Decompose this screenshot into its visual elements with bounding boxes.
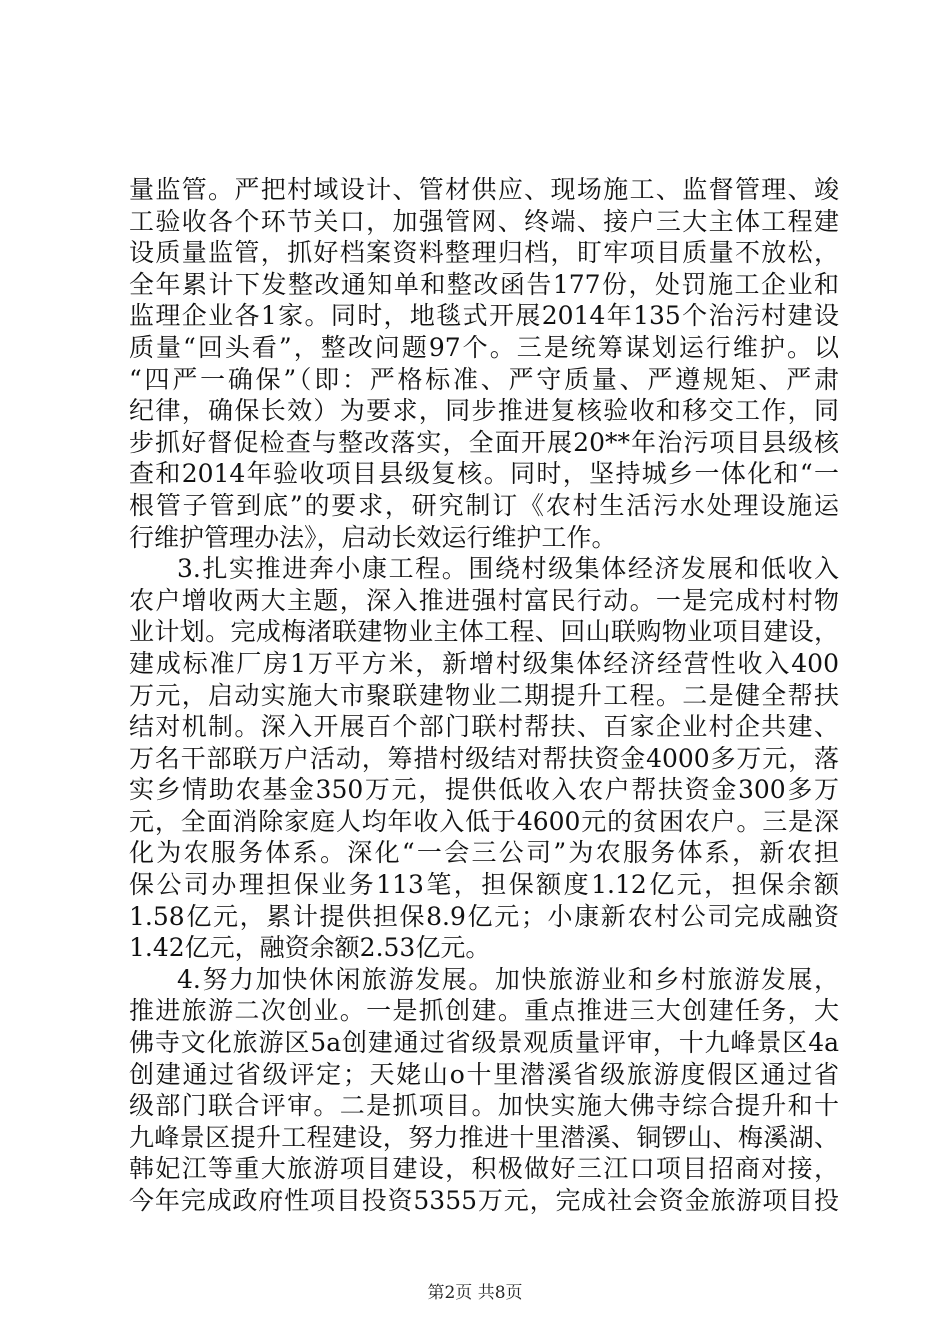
text-line: 设质量监管，抓好档案资料整理归档，盯牢项目质量不放松， (129, 238, 839, 268)
text-line: 质量“回头看”，整改问题97个。三是统筹谋划运行维护。以 (129, 332, 839, 362)
text-line: 工验收各个环节关口，加强管网、终端、接户三大主体工程建 (129, 206, 839, 236)
body-text (129, 174, 839, 1217)
text-line: 步抓好督促检查与整改落实，全面开展20**年治污项目县级核 (129, 427, 839, 457)
text-line: 结对机制。深入开展百个部门联村帮扶、百家企业村企共建、 (129, 712, 839, 742)
text-line: 保公司办理担保业务113笔，担保额度1.12亿元，担保余额 (129, 870, 839, 900)
text-line: 建成标准厂房1万平方米，新增村级集体经济经营性收入400 (129, 648, 839, 678)
paragraph-start-line: 4.努力加快休闲旅游发展。加快旅游业和乡村旅游发展， (177, 964, 839, 994)
text-line: 监理企业各1家。同时，地毯式开展2014年135个治污村建设 (129, 301, 839, 331)
text-line: 全年累计下发整改通知单和整改函告177份，处罚施工企业和 (129, 269, 839, 299)
text-line: 级部门联合评审。二是抓项目。加快实施大佛寺综合提升和十 (129, 1091, 839, 1121)
text-line: 今年完成政府性项目投资5355万元，完成社会资金旅游项目投 (129, 1186, 839, 1215)
text-line: 万元，启动实施大市聚联建物业二期提升工程。二是健全帮扶 (129, 680, 839, 710)
text-line: 化为农服务体系。深化“一会三公司”为农服务体系，新农担 (129, 838, 839, 868)
text-line: 根管子管到底”的要求，研究制订《农村生活污水处理设施运 (129, 490, 839, 520)
text-line: 纪律，确保长效）为要求，同步推进复核验收和移交工作，同 (129, 396, 839, 426)
text-line: 佛寺文化旅游区5a创建通过省级景观质量评审，十九峰景区4a (129, 1028, 839, 1058)
text-line: 推进旅游二次创业。一是抓创建。重点推进三大创建任务，大 (129, 996, 839, 1026)
text-line: 查和2014年验收项目县级复核。同时，坚持城乡一体化和“一 (129, 459, 839, 489)
text-line: 1.42亿元，融资余额2.53亿元。 (129, 933, 491, 963)
text-line: 实乡情助农基金350万元，提供低收入农户帮扶资金300多万 (129, 775, 839, 805)
text-line: 创建通过省级评定；天姥山o十里潜溪省级旅游度假区通过省 (129, 1059, 839, 1089)
page-footer (0, 1283, 950, 1303)
text-line: 行维护管理办法》，启动长效运行维护工作。 (129, 522, 617, 552)
text-line: 量监管。严把村域设计、管材供应、现场施工、监督管理、竣 (129, 175, 839, 204)
paragraph-start-line: 3.扎实推进奔小康工程。围绕村级集体经济发展和低收入 (177, 554, 839, 584)
text-line: 韩妃江等重大旅游项目建设，积极做好三江口项目招商对接， (129, 1154, 839, 1184)
text-line: 农户增收两大主题，深入推进强村富民行动。一是完成村村物 (129, 585, 839, 615)
text-line: “四严一确保”（即：严格标准、严守质量、严遵规矩、严肃 (129, 364, 839, 394)
text-line: 业计划。完成梅渚联建物业主体工程、回山联购物业项目建设， (129, 617, 839, 647)
page-number-label: 第2页 共8页 (427, 1283, 523, 1303)
text-line: 九峰景区提升工程建设，努力推进十里潜溪、铜锣山、梅溪湖、 (129, 1122, 839, 1152)
text-line: 万名干部联万户活动，筹措村级结对帮扶资金4000多万元，落 (129, 743, 839, 773)
text-line: 元，全面消除家庭人均年收入低于4600元的贫困农户。三是深 (129, 806, 839, 836)
text-line: 1.58亿元，累计提供担保8.9亿元；小康新农村公司完成融资 (129, 901, 839, 931)
